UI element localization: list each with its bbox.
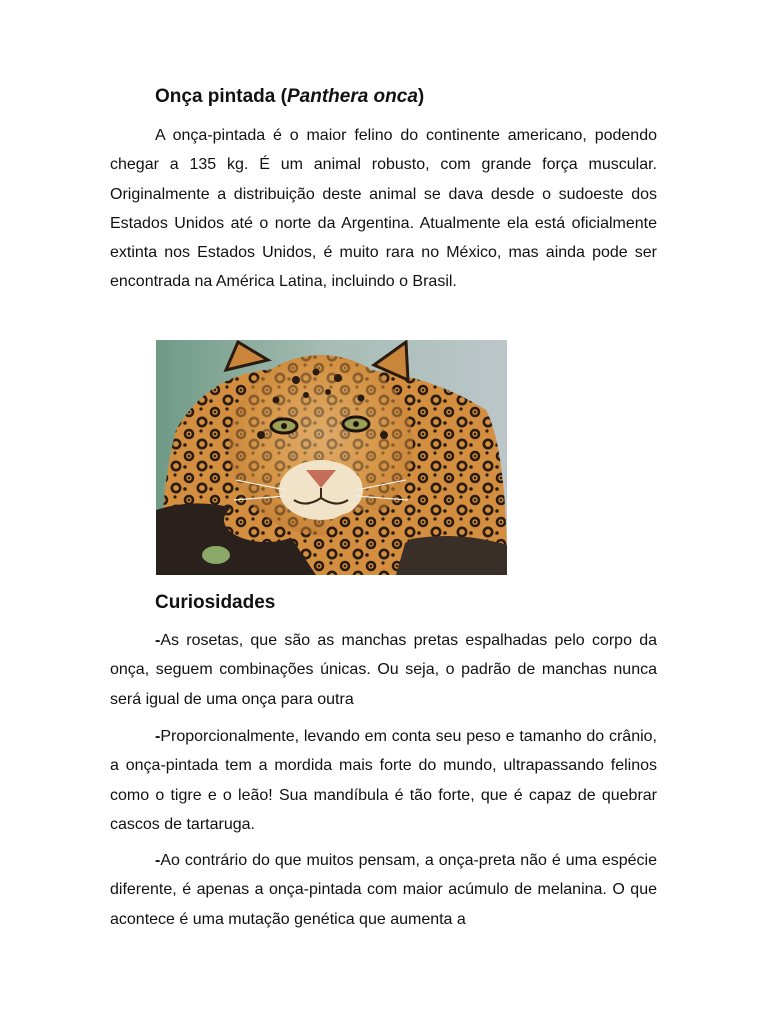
title-suffix: ) <box>417 86 425 107</box>
curiosity-text: Proporcionalmente, levando em conta seu peso e tamanho do crânio, a onça-pintada tem a mordida mais forte do mundo, ultrapassando felinos como o tigre e o leão! Sua mandíbula é tão forte, que é capaz de quebrar cascos de tartaruga. <box>110 728 657 833</box>
jaguar-photo <box>156 340 507 575</box>
curiosity-dash: - <box>155 728 161 745</box>
intro-paragraph: A onça-pintada é o maior felino do continente americano, podendo chegar a 135 kg. É um animal robusto, com grande força muscular. Originalmente a distribuição deste animal se dava desde o sudoeste dos Estados Unidos até o norte da Argentina. Atualmente ela está oficialmente extinta nos Estados Unidos, é muito rara no México, mas ainda pode ser encontrada na América Latina, incluindo o Brasil. <box>110 127 657 291</box>
curiosities-heading: Curiosidades <box>155 592 276 613</box>
curiosity-paragraph-3 <box>110 846 657 936</box>
curiosity-dash: - <box>155 852 161 869</box>
curiosity-text: As rosetas, que são as manchas pretas espalhadas pelo corpo da onça, seguem combinações únicas. Ou seja, o padrão de manchas nunca será igual de uma onça para outra <box>110 632 657 708</box>
title-scientific-name: Panthera onca <box>286 86 418 107</box>
jaguar-illustration <box>156 340 507 575</box>
curiosity-dash: - <box>155 632 161 649</box>
curiosity-paragraph-1 <box>110 626 657 714</box>
title-prefix: Onça pintada ( <box>155 86 287 107</box>
curiosity-paragraph-2 <box>110 722 657 839</box>
page-title <box>155 86 424 108</box>
curiosity-text: Ao contrário do que muitos pensam, a onça-preta não é uma espécie diferente, é apenas a onça-pintada com maior acúmulo de melanina. O que acontece é uma mutação genética que aumenta a <box>110 852 657 928</box>
